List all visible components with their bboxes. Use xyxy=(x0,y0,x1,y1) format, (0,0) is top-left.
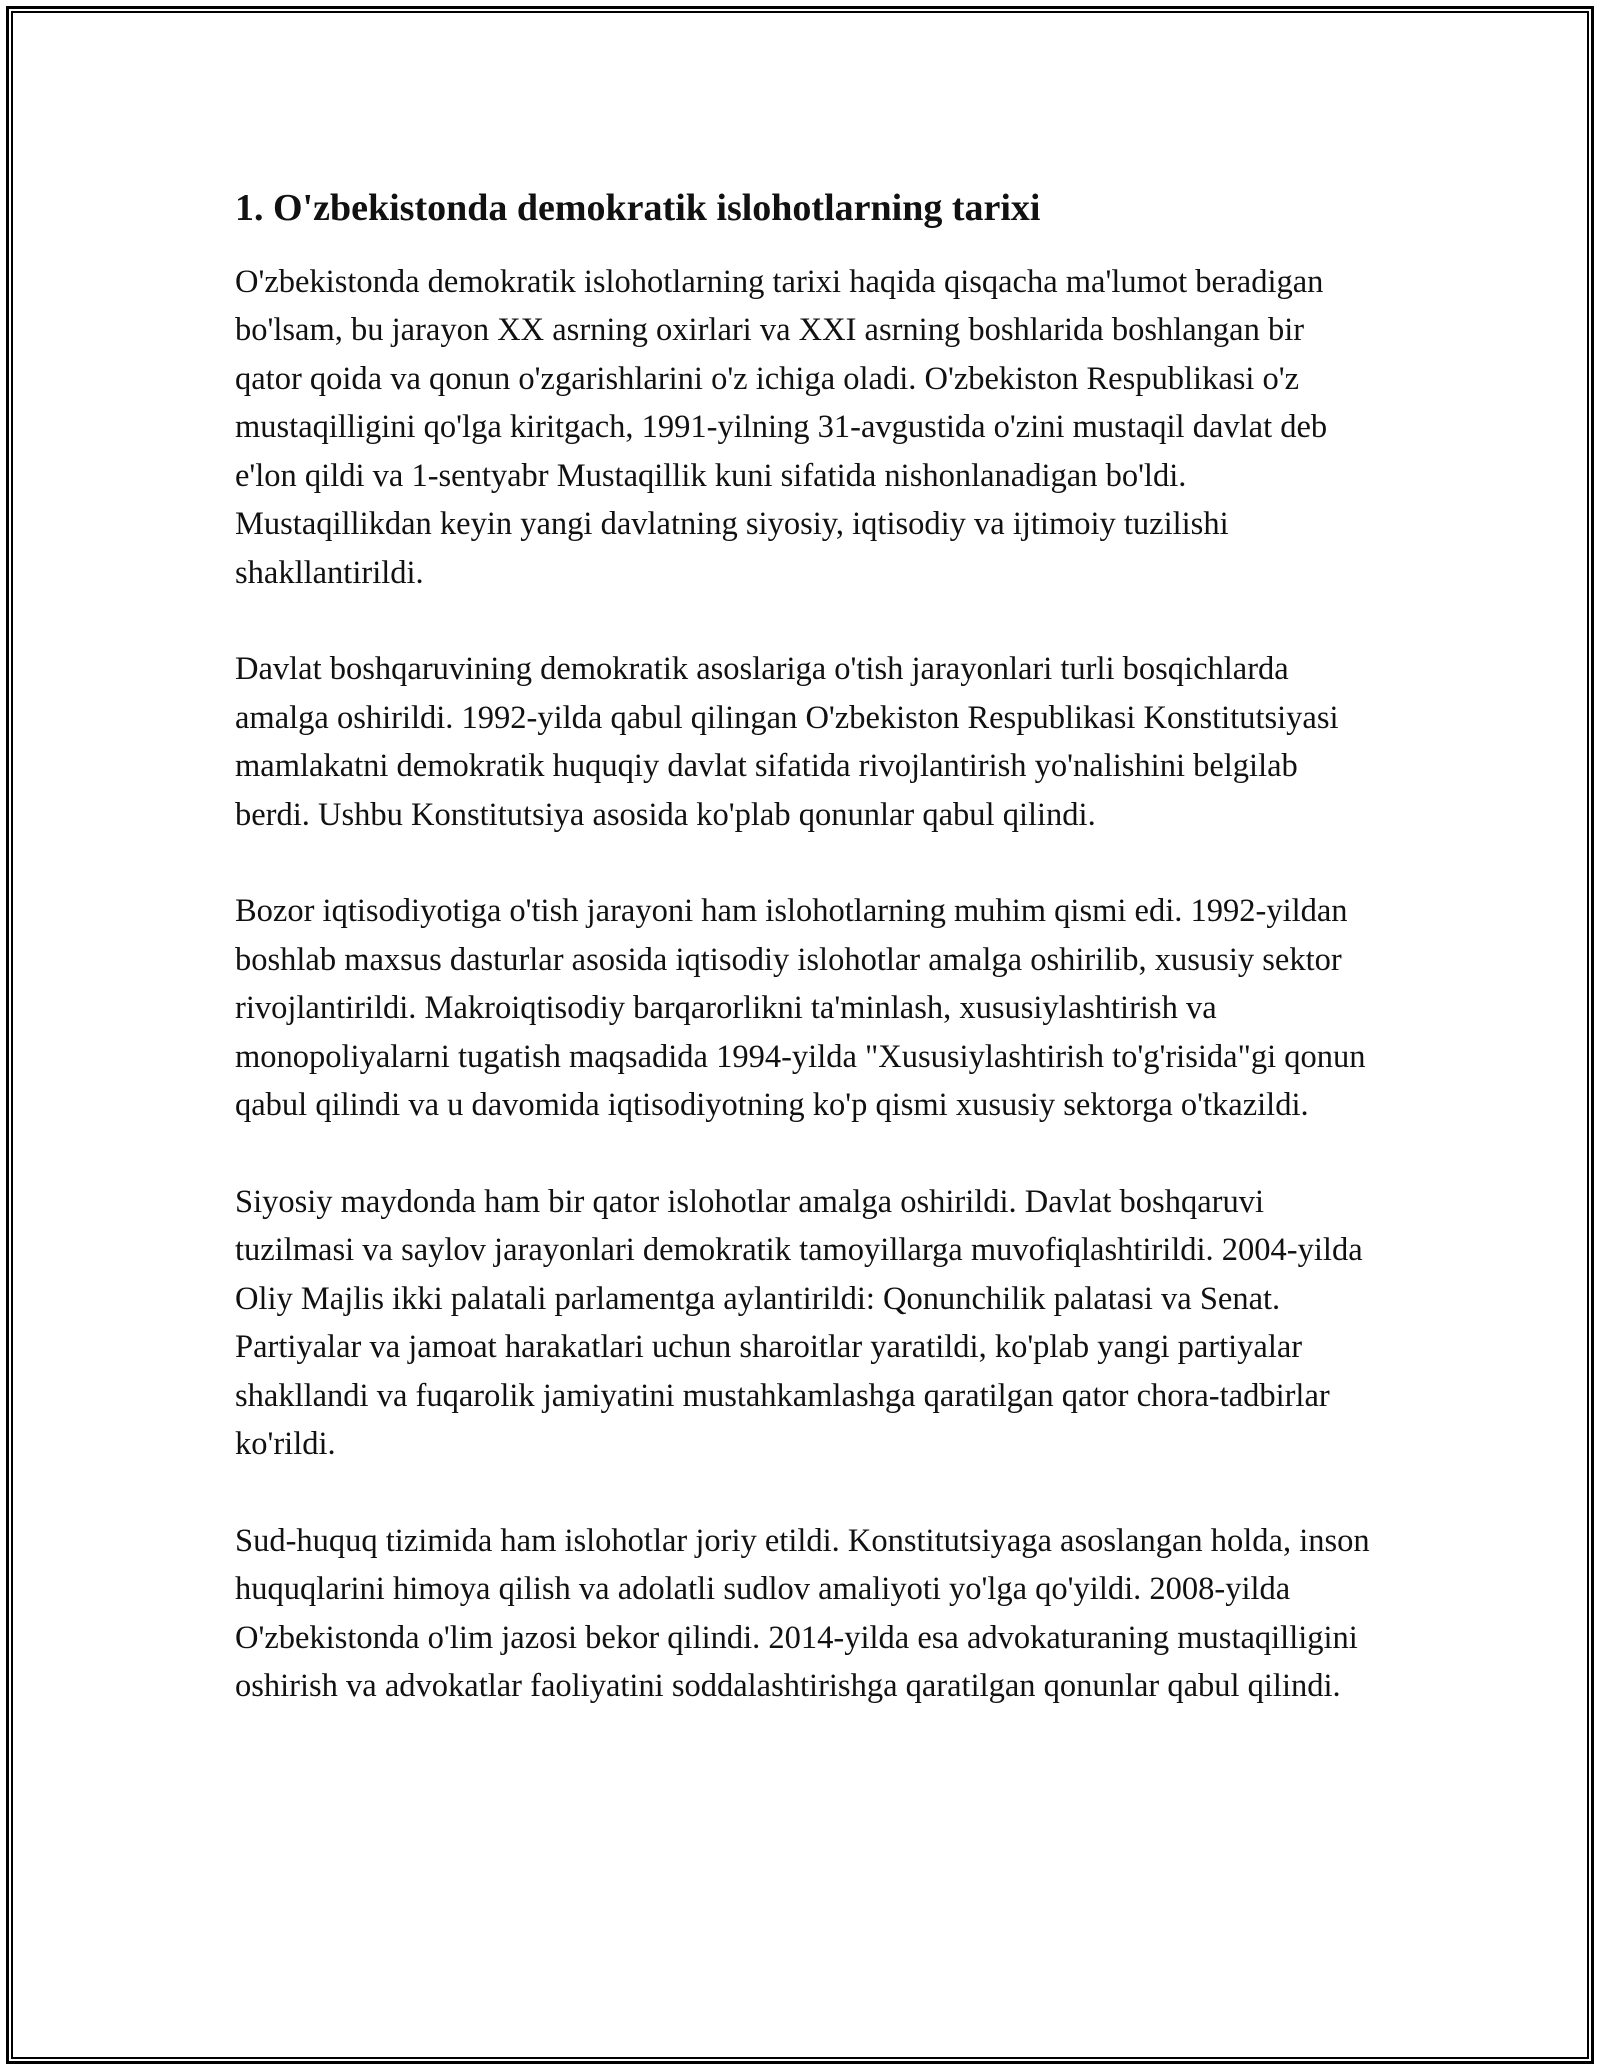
document-body xyxy=(235,186,1375,1759)
document-title: 1. O'zbekistonda demokratik islohotlarning tarixi xyxy=(235,187,1041,229)
paragraph-political-reforms: Siyosiy maydonda ham bir qator islohotlar amalga oshirildi. Davlat boshqaruvi tuzilmasi va saylov jarayonlari demokratik tamoyillarga muvofiqlashtirildi. 2004-yilda Oliy Majlis ikki palatali parlamentga aylantirildi: Qonunchilik palatasi va Senat. Partiyalar va jamoat harakatlari uchun sharoitlar yaratildi, ko'plab yangi partiyalar shakllandi va fuqarolik jamiyatini mustahkamlashga qaratilgan qator chora-tadbirlar ko'rildi. xyxy=(235,1183,1363,1463)
paragraph-constitution: Davlat boshqaruvining demokratik asoslariga o'tish jarayonlari turli bosqichlarda amalga oshirildi. 1992-yilda qabul qilingan O'zbekiston Respublikasi Konstitutsiyasi mamlakatni demokratik huquqiy davlat sifatida rivojlantirish yo'nalishini belgilab berdi. Ushbu Konstitutsiya asosida ko'plab qonunlar qabul qilindi. xyxy=(235,651,1339,833)
paragraph-independence: O'zbekistonda demokratik islohotlarning tarixi haqida qisqacha ma'lumot beradigan bo'lsam, bu jarayon XX asrning oxirlari va XXI asrning boshlarida boshlangan bir qator qoida va qonun o'zgarishlarini o'z ichiga oladi. O'zbekiston Respublikasi o'z mustaqilligini qo'lga kiritgach, 1991-yilning 31-avgustida o'zini mustaqil davlat deb e'lon qildi va 1-sentyabr Mustaqillik kuni sifatida nishonlanadigan bo'ldi. Mustaqillikdan keyin yangi davlatning siyosiy, iqtisodiy va ijtimoiy tuzilishi shakllantirildi. xyxy=(235,263,1328,591)
paragraph-market-economy: Bozor iqtisodiyotiga o'tish jarayoni ham islohotlarning muhim qismi edi. 1992-yildan boshlab maxsus dasturlar asosida iqtisodiy islohotlar amalga oshirilib, xususiy sektor rivojlantirildi. Makroiqtisodiy barqarorlikni ta'minlash, xususiylashtirish va monopoliyalarni tugatish maqsadida 1994-yilda "Xususiylashtirish to'g'risida"gi qonun qabul qilindi va u davomida iqtisodiyotning ko'p qismi xususiy sektorga o'tkazildi. xyxy=(235,893,1366,1124)
paragraph-judicial-reforms: Sud-huquq tizimida ham islohotlar joriy etildi. Konstitutsiyaga asoslangan holda, inson huquqlarini himoya qilish va adolatli sudlov amaliyoti yo'lga qo'yildi. 2008-yilda O'zbekistonda o'lim jazosi bekor qilindi. 2014-yilda esa advokaturaning mustaqilligini oshirish va advokatlar faoliyatini soddalashtirishga qaratilgan qonunlar qabul qilindi. xyxy=(235,1522,1370,1705)
